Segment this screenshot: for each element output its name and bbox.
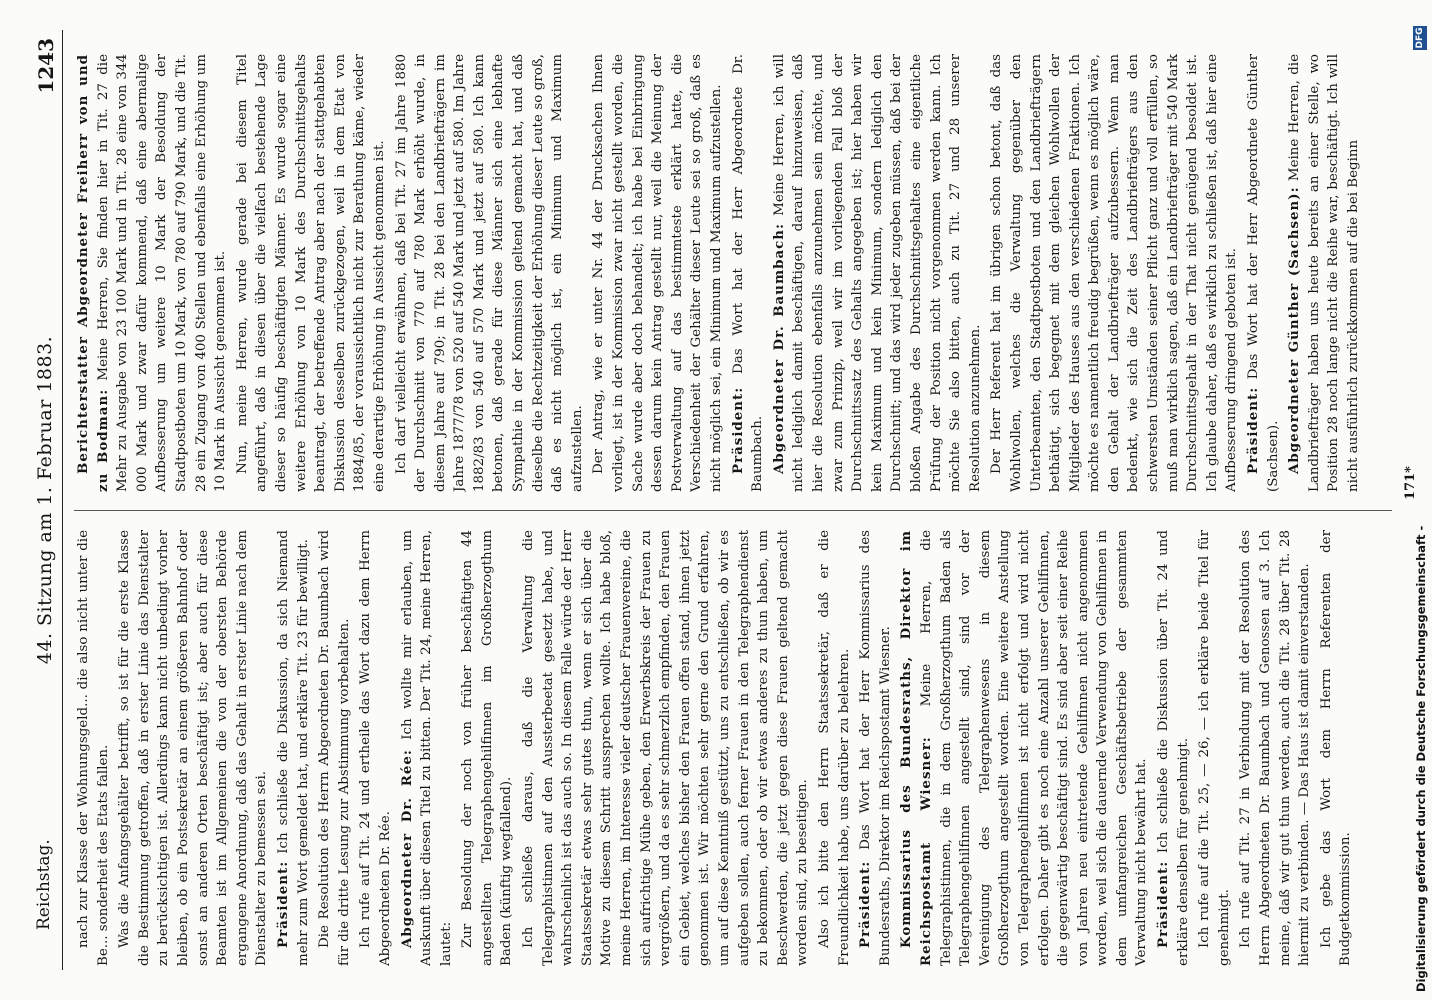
speaker-name: Abgeordneter Günther (Sachsen): <box>1286 186 1303 474</box>
paragraph-text: Ich wollte mir erlauben, um Auskunft über diesen Titel zu bitten. Der Tit. 24, meine Herren, lautet: <box>399 530 454 966</box>
paragraph-text: Was die Anfangsgehälter betrifft, so ist für die erste Klasse die Bestimmung getroffen, daß in erster Linie das Dienstalter zu berücksichtigen ist. Allerdings kann nicht unbedingt vorher bleiben, ob ein Postsekretär an einem größeren Bahnhof oder sonst an anderen Orten beschäftigt ist; aber auch für diese Beamten ist im Allgemeinen die von der obersten Behörde ergangene Anordnung, daß das Gehalt in erster Linie nach dem Dienstalter zu bemessen sei. <box>117 530 270 966</box>
speaker-name: Abgeordneter Dr. Baumbach: <box>770 223 787 474</box>
paragraph <box>356 530 395 966</box>
paragraph <box>74 54 231 492</box>
page-number: 1243 <box>34 38 58 94</box>
paragraph <box>770 54 986 492</box>
paragraph-text: Das Wort hat der Herr Abgeordnete Dr. Baumbach. <box>730 54 766 492</box>
paragraph-text: Also ich bitte den Herrn Staatssekretär, daß er die Freundlichkeit habe, uns darüber zu belehren. <box>816 530 852 966</box>
paragraph-text: Der Antrag, wie er unter Nr. 44 der Drucksachen Ihnen vorliegt, ist in der Kommission zwar nicht gestellt worden, die Sache wurde aber doch behandelt; ich habe bei Einbringung dessen darum kein Antrag gestellt nur, weil die Meinung der Postverwaltung auf das bestimmteste erklärt hatte, die Verschiedenheit der Gehälter dieser Leute sei so groß, daß es nicht möglich sei, ein Minimum und Maximum aufzustellen. <box>591 54 724 492</box>
paragraph <box>115 530 272 966</box>
speaker-name: Berichterstatter Abgeordneter Freiherr von und zu Bodman: <box>75 54 111 492</box>
paragraph <box>519 530 813 966</box>
paragraph <box>589 54 726 492</box>
paragraph-text: Ich schließe daraus, daß die Verwaltung die Telegraphistinnen auf den Aussterbeetat gesetzt habe, und wahrscheinlich ist das auch so. In diesem Falle würde der Herr Staatssekretär etwas sehr gutes thun, wenn er sich über die Motive zu diesem Schritt aussprechen wollte. Ich habe bloß, meine Herren, im Interesse vieler deutscher Frauenvereine, die sich aufrichtige Mühe geben, den Erwerbskreis der Frauen zu vergrößern, und da es sehr schmerzlich empfinden, den Frauen ein Gebiet, welches bisher den Frauen offen stand, ihnen jetzt genommen ist. Wir möchten sehr gerne den Grund erfahren, um auf diese Kenntniß gestützt, uns zu entschließen, ob wir es aufgeben sollen, auch ferner Frauen in den Telegraphendienst zu bekommen, oder ob wir etwas anderes zu thun haben, um Beschwerden, die jetzt gegen diese Frauen geltend gemacht worden sind, zu beseitigen. <box>521 530 811 966</box>
paragraph-text: Die Resolution des Herrn Abgeordneten Dr. Baumbach wird für die dritte Lesung zur Abstimmung vorbehalten. <box>317 530 352 966</box>
speaker-name: Präsident: <box>1245 386 1262 474</box>
paragraph-text: nach zur Klasse der Wohnungsgeld... die also nicht unter die Be... sonderheit des Etats fallen. <box>76 530 111 966</box>
paragraph <box>1317 530 1356 966</box>
paragraph-text: Zur Besoldung der noch von früher beschäftigten 44 angestellten Telegraphengehilfinnen im Großherzogthum Baden (künftig wegfallend). <box>460 530 515 966</box>
paragraph-text: Meine Herren, ich will nicht lediglich damit beschäftigen, darauf hinzuweisen, daß hier die Resolution ebenfalls anzunehmen sein möchte, und zwar zum Prinzip, weil wir im vorliegenden Fall bloß der Durchschnittssatz des Gehalts angegeben ist; hier haben wir kein Maximum und kein Minimum, sondern lediglich den Durchschnitt; und das wird jeder zugeben müssen, daß bei der bloßen Angabe des Durchschnittsgehaltes eine eigentliche Prüfung der Position nicht vorgenommen werden kann. Ich möchte Sie also bitten, auch zu Tit. 27 und 28 unserer Resolution anzunehmen. <box>771 54 983 492</box>
paragraph <box>233 54 390 492</box>
dfg-logo: DFG <box>1415 27 1425 49</box>
paragraph-text: Ich schließe die Diskussion über Tit. 24 und erkläre denselben für genehmigt. <box>1156 530 1191 966</box>
speaker-name: Präsident: <box>729 386 746 474</box>
paragraph <box>987 54 1242 492</box>
paragraph-text: Meine Herren, Sie finden hier in Tit. 27 die Mehr zu Ausgabe von 23 100 Mark und in Tit. 28 eine von 344 000 Mark und zwar dafür kommend, daß eine abermalige Aufbesserung um weitere 10 Mark der Besoldung der Stadtpostboten um 10 Mark, von 780 auf 790 Mark, und die Tit. 28 ein Zugang von 400 Stellen und ebenfalls eine Erhöhung um 10 Mark in Aussicht genommen ist. <box>95 54 229 492</box>
speaker-name: Abgeordneter Dr. Rée: <box>398 749 415 948</box>
paragraph-text: Nun, meine Herren, wurde gerade bei diesem Titel angeführt, daß in diesen über die vielfach bestehende Lage dieser so häufig beschäftigten Männer. Es wurde sogar eine weitere Erhöhung von 10 Mark des Durchschnittsgehalts beantragt, der betreffende Antrag aber nach der stattgehabten Diskussion desselben zurückgezogen, weil in dem Etat von 1884/85, der voraussichtlich nicht zur Berathung käme, wieder eine derartige Erhöhung in Aussicht genommen ist. <box>234 54 387 492</box>
speaker-name: Präsident: <box>274 860 291 948</box>
page-header <box>26 30 63 970</box>
paragraph-text: Meine Herren, die Landbriefträger haben uns heute bereits an einer Stelle, wo Position 28 noch lange nicht die Reihe war, beschäftigt. Ich will nicht ausführlich zurückkommen auf die bei Beginn <box>1287 54 1361 492</box>
speaker-name: Präsident: <box>857 860 874 948</box>
paragraph-text: Ich schließe die Diskussion, da sich Niemand mehr zum Wort gemeldet hat, und erkläre Tit. 23 für bewilligt. <box>275 530 311 966</box>
header-title: 44. Sitzung am 1. Februar 1883. <box>34 335 56 665</box>
paragraph <box>729 54 768 492</box>
paragraph <box>315 530 354 966</box>
paragraph <box>1154 530 1193 966</box>
paragraph-text: Der Herr Referent hat im übrigen schon betont, daß das Wohlwollen, welches die Verwaltung gegenüber den Unterbeamten, den Stadtpostboten und den Landbriefträgern bethätigt, sich begegnet mit dem gleichen Wohlwollen der Mitglieder des Hauses aus den verschiedenen Fraktionen. Ich möchte es namentlich freudig begrüßen, wenn es möglich wäre, den Gehalt der Landbriefträger aufzubessern. Wenn man bedenkt, wie sich die Zeit des Landbriefträgers aus den schwersten Umständen seiner Pflicht ganz und voll erfüllen, so muß man wirklich sagen, daß ein Landbriefträger mit 540 Mark Durchschnittsgehalt in der That nicht genügend besoldet ist. Ich glaube daher, daß es wirklich zu schließen ist, daß hier eine Aufbesserung dringend geboten ist. <box>989 54 1240 492</box>
paragraph <box>1195 530 1234 966</box>
paragraph-text: Ich darf vielleicht erwähnen, daß bei Tit. 27 im Jahre 1880 der Durchschnitt von 770 auf 780 Mark erhöht wurde, in diesem Jahre auf 790; in Tit. 28 bei den Landbriefträgern im Jahre 1877/78 von 520 auf 540 Mark und jetzt auf 580. Im Jahre 1882/83 von 540 auf 570 Mark und jetzt auf 580. Ich kann betonen, daß gerade für diese Männer sich eine lebhafte Sympathie in der Kommission geltend gemacht hat, und daß dieselbe die Rechtzeitigkeit der Erhöhung dieser Leute so groß, daß es nicht möglich ist, ein Minimum und Maximum aufzustellen. <box>393 54 585 492</box>
right-column <box>74 54 1392 492</box>
paragraph <box>458 530 517 966</box>
speaker-name: Kommissarius des Bundesraths, Direktor im Reichspostamt Wiesner: <box>898 530 934 966</box>
digitization-note: Digitalisierung gefördert durch die Deutsche Forschungsgemeinschaft - <box>1414 525 1428 992</box>
signature-mark: 171* <box>1403 466 1418 500</box>
paragraph <box>1244 54 1283 492</box>
paragraph <box>897 530 1152 966</box>
paragraph <box>392 54 588 492</box>
paragraph-text: Ich gebe das Wort dem Herrn Referenten der Budgetkommission. <box>1318 530 1354 966</box>
paragraph <box>274 530 313 966</box>
header-left: Reichstag. <box>34 839 54 930</box>
speaker-name: Präsident: <box>1155 860 1172 948</box>
column-divider <box>74 510 1392 511</box>
paragraph <box>1285 54 1363 492</box>
paragraph <box>856 530 895 966</box>
paragraph <box>815 530 854 966</box>
paragraph-text: Das Wort hat der Herr Abgeordnete Günther (Sachsen). <box>1246 54 1281 492</box>
paragraph-text: Ich rufe auf Tit. 24 und ertheile das Wort dazu dem Herrn Abgeordneten Dr. Rée. <box>358 530 393 966</box>
paragraph-text: Ich rufe auf die Tit. 25, — 26, — ich erkläre beide Titel für genehmigt. <box>1197 530 1232 966</box>
paragraph-text: Das Wort hat der Herr Kommissarius des Bundesraths, Direktor im Reichspostamt Wiesner. <box>858 530 893 966</box>
left-column <box>74 530 1392 966</box>
paragraph <box>74 530 113 966</box>
paragraph <box>1236 530 1314 966</box>
paragraph-text: Meine Herren, die Telegraphistinnen, die in dem Großherzogthum Baden als Telegraphengehilfinnen angestellt sind, sind vor der Vereinigung des Telegraphenwesens in diesem Großherzogthum angestellt worden. Eine weitere Anstellung von Telegraphengehilfinnen ist nicht erfolgt und wird nicht erfolgen. Daher gibt es noch eine Anzahl unserer Gehilfinnen, die gegenwärtig beschäftigt sind. Es sind aber seit einer Reihe von Jahren neu eintretende Gehilfinnen nicht angenommen worden, weil sich die dauernde Verwendung von Gehilfinnen in dem umfangreichen Geschäftsbetriebe der gesammten Verwaltung nicht bewährt hat. <box>918 530 1150 966</box>
paragraph-text: Ich rufe auf Tit. 27 in Verbindung mit der Resolution des Herrn Abgeordneten Dr. Baumbach und Genossen auf 3. Ich meine, daß wir gut thun werden, auch die Tit. 28 über Tit. 28 hiermit zu verbinden. — Das Haus ist damit einverstanden. <box>1238 530 1313 966</box>
paragraph <box>398 530 457 966</box>
